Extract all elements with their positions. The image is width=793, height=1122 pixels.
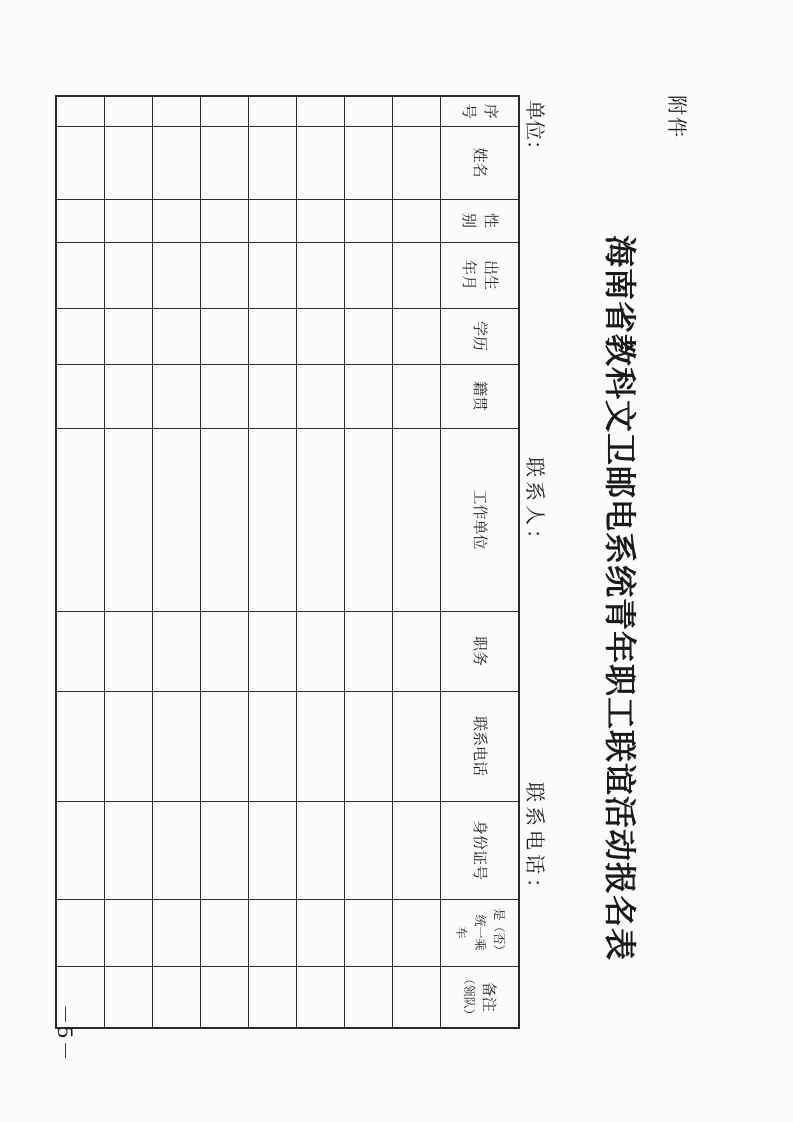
- table-cell[interactable]: [393, 899, 441, 966]
- column-header-education: 学历: [441, 308, 520, 364]
- table-cell[interactable]: [201, 242, 249, 308]
- page-title: 海南省教科文卫邮电系统青年职工联谊活动报名表: [601, 235, 639, 962]
- table-cell[interactable]: [153, 242, 201, 308]
- table-cell[interactable]: [393, 308, 441, 364]
- table-cell[interactable]: [201, 611, 249, 691]
- table-cell[interactable]: [297, 364, 345, 428]
- table-cell[interactable]: [249, 801, 297, 899]
- table-cell[interactable]: [105, 308, 153, 364]
- table-cell[interactable]: [249, 96, 297, 126]
- table-cell[interactable]: [153, 199, 201, 242]
- table-cell[interactable]: [56, 308, 105, 364]
- table-cell[interactable]: [297, 242, 345, 308]
- page-number: －5－: [53, 1004, 77, 1063]
- column-header-birth-date: 出生 年月: [441, 242, 520, 308]
- table-cell[interactable]: [297, 126, 345, 199]
- column-header-native-place: 籍贯: [441, 364, 520, 428]
- table-cell[interactable]: [153, 691, 201, 801]
- table-cell[interactable]: [201, 801, 249, 899]
- table-cell[interactable]: [393, 242, 441, 308]
- table-cell[interactable]: [297, 308, 345, 364]
- table-cell[interactable]: [345, 966, 393, 1028]
- table-cell[interactable]: [297, 611, 345, 691]
- table-cell[interactable]: [393, 126, 441, 199]
- table-cell[interactable]: [153, 899, 201, 966]
- table-cell[interactable]: [105, 199, 153, 242]
- table-cell[interactable]: [105, 96, 153, 126]
- table-cell[interactable]: [393, 966, 441, 1028]
- table-cell[interactable]: [153, 308, 201, 364]
- table-cell[interactable]: [297, 199, 345, 242]
- table-row: [297, 96, 345, 1028]
- table-cell[interactable]: [56, 96, 105, 126]
- table-cell[interactable]: [393, 611, 441, 691]
- table-cell[interactable]: [249, 242, 297, 308]
- table-cell[interactable]: [249, 611, 297, 691]
- table-cell[interactable]: [56, 364, 105, 428]
- table-cell[interactable]: [297, 96, 345, 126]
- column-header-serial-number: 序 号: [441, 96, 520, 126]
- table-cell[interactable]: [201, 966, 249, 1028]
- table-cell[interactable]: [56, 126, 105, 199]
- table-cell[interactable]: [393, 428, 441, 611]
- table-cell[interactable]: [56, 242, 105, 308]
- table-cell[interactable]: [201, 308, 249, 364]
- table-cell[interactable]: [56, 199, 105, 242]
- table-cell[interactable]: [153, 966, 201, 1028]
- table-cell[interactable]: [201, 691, 249, 801]
- table-body: [56, 96, 441, 1028]
- table-cell[interactable]: [201, 199, 249, 242]
- table-cell[interactable]: [345, 801, 393, 899]
- table-cell[interactable]: [201, 428, 249, 611]
- table-row: [393, 96, 441, 1028]
- table-cell[interactable]: [153, 96, 201, 126]
- table-header-row: [441, 96, 520, 1028]
- table-cell[interactable]: [249, 308, 297, 364]
- table-cell[interactable]: [393, 96, 441, 126]
- table-cell[interactable]: [56, 801, 105, 899]
- table-cell[interactable]: [345, 428, 393, 611]
- table-cell[interactable]: [56, 691, 105, 801]
- table-cell[interactable]: [345, 308, 393, 364]
- table-row: [249, 96, 297, 1028]
- table-cell[interactable]: [249, 364, 297, 428]
- table-cell[interactable]: [393, 199, 441, 242]
- column-header-name: 姓名: [441, 126, 520, 199]
- table-cell[interactable]: [249, 691, 297, 801]
- table-cell[interactable]: [56, 899, 105, 966]
- table-row: [56, 96, 105, 1028]
- table-cell[interactable]: [345, 242, 393, 308]
- contact-phone-field-label: 联系电话：: [523, 782, 547, 902]
- table-cell[interactable]: [345, 899, 393, 966]
- table-cell[interactable]: [153, 611, 201, 691]
- table-row: [201, 96, 249, 1028]
- table-cell[interactable]: [297, 966, 345, 1028]
- column-header-gender: 性 别: [441, 199, 520, 242]
- table-cell[interactable]: [249, 966, 297, 1028]
- registration-table: [55, 95, 520, 1029]
- table-cell[interactable]: [56, 428, 105, 611]
- table-cell[interactable]: [345, 364, 393, 428]
- table-row: [153, 96, 201, 1028]
- table-cell[interactable]: [297, 801, 345, 899]
- table-cell[interactable]: [345, 611, 393, 691]
- table-cell[interactable]: [393, 364, 441, 428]
- unit-field-label: 单位：: [523, 100, 547, 160]
- column-header-remarks: 备注 （领队）: [441, 966, 520, 1028]
- table-cell[interactable]: [153, 126, 201, 199]
- table-cell[interactable]: [201, 899, 249, 966]
- column-header-phone: 联系电话: [441, 691, 520, 801]
- table-cell[interactable]: [345, 691, 393, 801]
- table-cell[interactable]: [105, 428, 153, 611]
- table-cell[interactable]: [249, 199, 297, 242]
- table-cell[interactable]: [105, 966, 153, 1028]
- table-cell[interactable]: [201, 126, 249, 199]
- table-cell[interactable]: [393, 801, 441, 899]
- table-cell[interactable]: [393, 691, 441, 801]
- table-cell[interactable]: [297, 899, 345, 966]
- table-row: [345, 96, 393, 1028]
- table-cell[interactable]: [105, 801, 153, 899]
- contact-person-field-label: 联系人：: [523, 457, 547, 553]
- table-cell[interactable]: [345, 126, 393, 199]
- table-cell[interactable]: [105, 611, 153, 691]
- table-cell[interactable]: [345, 96, 393, 126]
- table-cell[interactable]: [105, 899, 153, 966]
- table-cell[interactable]: [297, 428, 345, 611]
- table-cell[interactable]: [105, 691, 153, 801]
- table-cell[interactable]: [201, 96, 249, 126]
- table-cell[interactable]: [153, 801, 201, 899]
- table-cell[interactable]: [249, 899, 297, 966]
- table-cell[interactable]: [153, 428, 201, 611]
- table-cell[interactable]: [56, 611, 105, 691]
- table-cell[interactable]: [345, 199, 393, 242]
- table-cell[interactable]: [249, 126, 297, 199]
- table-row: [105, 96, 153, 1028]
- column-header-position: 职务: [441, 611, 520, 691]
- table-cell[interactable]: [201, 364, 249, 428]
- attachment-label: 附件: [665, 95, 689, 139]
- table-cell[interactable]: [297, 691, 345, 801]
- table-cell[interactable]: [105, 364, 153, 428]
- table-cell[interactable]: [105, 242, 153, 308]
- table-cell[interactable]: [105, 126, 153, 199]
- column-header-id-number: 身份证号: [441, 801, 520, 899]
- column-header-work-unit: 工作单位: [441, 428, 520, 611]
- table-cell[interactable]: [153, 364, 201, 428]
- table-cell[interactable]: [249, 428, 297, 611]
- column-header-shared-transport: 是（否） 统一乘 车: [441, 899, 520, 966]
